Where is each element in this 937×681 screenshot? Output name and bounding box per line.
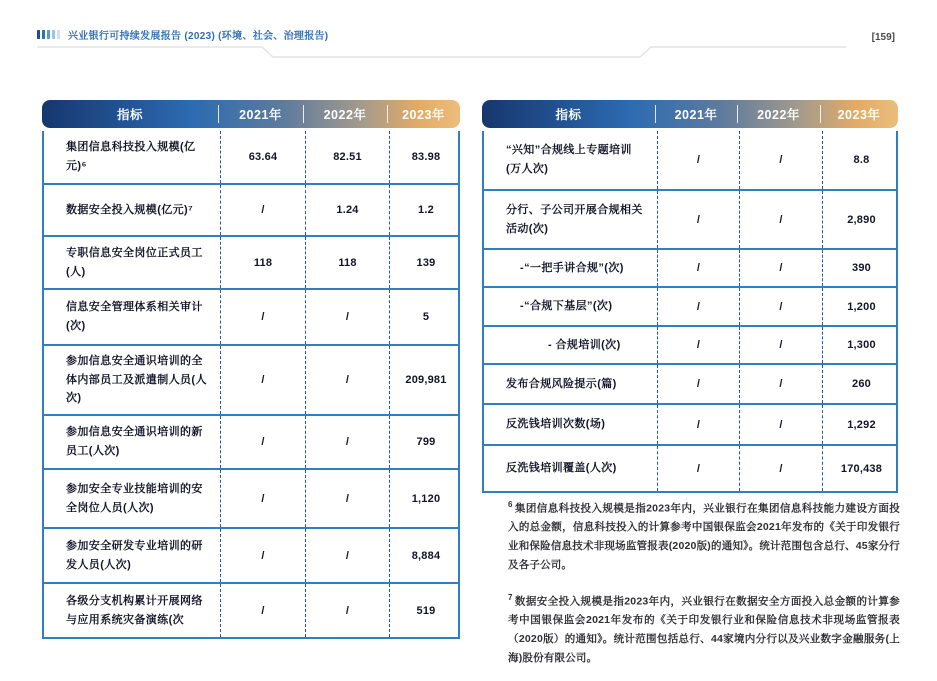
- table-header-row: [482, 100, 898, 128]
- logo-bar: [47, 30, 50, 39]
- indicator-label: 反洗钱培训次数(场): [506, 418, 606, 431]
- value-cell: 390: [822, 250, 900, 286]
- value-cell: /: [739, 288, 822, 325]
- value-cell: /: [739, 250, 822, 286]
- indicator-label: 参加安全研发专业培训的研发人员(人次): [66, 539, 203, 571]
- value-cell: 1,120: [389, 470, 462, 527]
- value-cell: /: [305, 346, 389, 414]
- table-row: [484, 288, 896, 327]
- indicator-label: 分行、子公司开展合规相关活动(次): [506, 203, 643, 235]
- table-it-security-indicators: [42, 100, 460, 639]
- value-cell: 1,200: [822, 288, 900, 325]
- value-cell: /: [739, 327, 822, 363]
- footnotes-section: [508, 498, 900, 681]
- indicator-label: 发布合规风险提示(篇): [506, 377, 617, 390]
- indicator-label: 各级分支机构累计开展网络与应用系统灾备演练(次: [66, 594, 203, 626]
- footnote-marker: 7: [508, 593, 513, 603]
- value-cell: /: [305, 416, 389, 468]
- value-cell: 83.98: [389, 131, 462, 183]
- value-cell: /: [220, 416, 305, 468]
- report-title: 兴业银行可持续发展报告 (2023) (环境、社会、治理报告): [68, 31, 329, 42]
- value-cell: /: [657, 250, 739, 286]
- value-cell: /: [220, 346, 305, 414]
- table-body: [42, 131, 460, 639]
- table-row: [484, 131, 896, 191]
- indicator-label: “兴知”合规线上专题培训(万人次): [506, 144, 632, 175]
- value-cell: 139: [389, 237, 462, 288]
- value-cell: /: [657, 405, 739, 444]
- value-cell: 5: [389, 290, 462, 344]
- value-cell: /: [657, 446, 739, 491]
- table-row: [44, 346, 458, 416]
- table-row: [44, 237, 458, 290]
- value-cell: /: [739, 191, 822, 248]
- value-cell: /: [305, 290, 389, 344]
- logo-bar: [57, 30, 60, 39]
- table-row: [484, 191, 896, 250]
- value-cell: /: [657, 327, 739, 363]
- value-cell: /: [220, 470, 305, 527]
- table-row: [484, 446, 896, 491]
- value-cell: /: [220, 185, 305, 235]
- value-cell: 8,884: [389, 529, 462, 582]
- value-cell: /: [657, 288, 739, 325]
- indicator-label: -“合规下基层”(次): [520, 300, 613, 313]
- value-cell: 519: [389, 584, 462, 637]
- logo-bar: [37, 30, 40, 39]
- value-cell: /: [739, 131, 822, 189]
- value-cell: /: [657, 191, 739, 248]
- value-cell: 8.8: [822, 131, 900, 189]
- value-cell: /: [657, 365, 739, 403]
- value-cell: 2,890: [822, 191, 900, 248]
- value-cell: /: [220, 290, 305, 344]
- table-row: [44, 416, 458, 470]
- value-cell: 1,292: [822, 405, 900, 444]
- indicator-label: - 合规培训(次): [548, 338, 621, 351]
- table-body: [482, 131, 898, 493]
- value-cell: /: [739, 446, 822, 491]
- table-row: [44, 529, 458, 584]
- value-cell: 1,300: [822, 327, 900, 363]
- page-number: [159]: [871, 32, 895, 43]
- report-logo-bars-icon: [37, 30, 60, 39]
- table-row: [44, 290, 458, 346]
- value-cell: 170,438: [822, 446, 900, 491]
- value-cell: 799: [389, 416, 462, 468]
- column-header-year: 2023年: [387, 100, 460, 128]
- indicator-label: 信息安全管理体系相关审计(次): [66, 301, 203, 332]
- logo-bar: [52, 30, 55, 39]
- value-cell: /: [220, 529, 305, 582]
- indicator-label: 反洗钱培训覆盖(人次): [506, 462, 617, 475]
- value-cell: /: [220, 584, 305, 637]
- value-cell: 260: [822, 365, 900, 403]
- table-compliance-indicators: [482, 100, 898, 493]
- value-cell: 1.2: [389, 185, 462, 235]
- column-header-year: 2022年: [737, 100, 820, 128]
- table-row: [484, 365, 896, 405]
- value-cell: 63.64: [220, 131, 305, 183]
- indicator-label: -“一把手讲合规”(次): [520, 261, 624, 274]
- value-cell: 118: [305, 237, 389, 288]
- table-row: [484, 327, 896, 365]
- column-header-indicator: 指标: [555, 108, 582, 122]
- column-header-indicator: 指标: [116, 108, 143, 122]
- footnote-text: 集团信息科技投入规模是指2023年内，兴业银行在集团信息科技能力建设方面投入的总金额，信息科技投入的计算参考中国银保监会2021年发布的《关于印发银行业和保险信息技术非现场监管报表(2020版)的通知》。统计范围包含总行、45家分行及各子公司。: [508, 502, 900, 571]
- logo-bar: [42, 30, 45, 39]
- table-row: [484, 250, 896, 288]
- indicator-label: 参加安全专业技能培训的安全岗位人员(人次): [66, 482, 203, 514]
- table-row: [484, 405, 896, 446]
- table-header-row: [42, 100, 460, 128]
- indicator-label: 参加信息安全通识培训的全体内部员工及派遣制人员(人次): [66, 355, 207, 405]
- value-cell: /: [305, 529, 389, 582]
- indicator-label: 集团信息科技投入规模(亿元)⁶: [66, 141, 196, 172]
- column-header-year: 2022年: [303, 100, 387, 128]
- value-cell: 1.24: [305, 185, 389, 235]
- value-cell: /: [305, 584, 389, 637]
- footnote-text: 数据安全投入规模是指2023年内，兴业银行在数据安全方面投入总金额的计算参考中国银保监会2021年发布的《关于印发银行业和保险信息技术非现场监管报表（2020版）的通知》。统计范围包括总行、44家境内分行以及兴业数字金融服务(上海)股份有限公司。: [508, 595, 900, 664]
- table-row: [44, 185, 458, 237]
- indicator-label: 数据安全投入规模(亿元)⁷: [66, 203, 194, 216]
- value-cell: 118: [220, 237, 305, 288]
- table-row: [44, 470, 458, 529]
- footnote: [508, 498, 900, 574]
- column-header-year: 2021年: [218, 100, 303, 128]
- indicator-label: 专职信息安全岗位正式员工(人): [66, 246, 203, 278]
- table-row: [44, 584, 458, 637]
- table-row: [44, 131, 458, 185]
- value-cell: 82.51: [305, 131, 389, 183]
- value-cell: 209,981: [389, 346, 462, 414]
- value-cell: /: [657, 131, 739, 189]
- page-header: [37, 27, 328, 42]
- footnote-marker: 6: [508, 500, 513, 509]
- column-header-year: 2023年: [820, 100, 898, 128]
- indicator-label: 参加信息安全通识培训的新员工(人次): [66, 426, 203, 458]
- footnote: [508, 591, 900, 667]
- column-header-year: 2021年: [655, 100, 737, 128]
- value-cell: /: [739, 405, 822, 444]
- value-cell: /: [305, 470, 389, 527]
- value-cell: /: [739, 365, 822, 403]
